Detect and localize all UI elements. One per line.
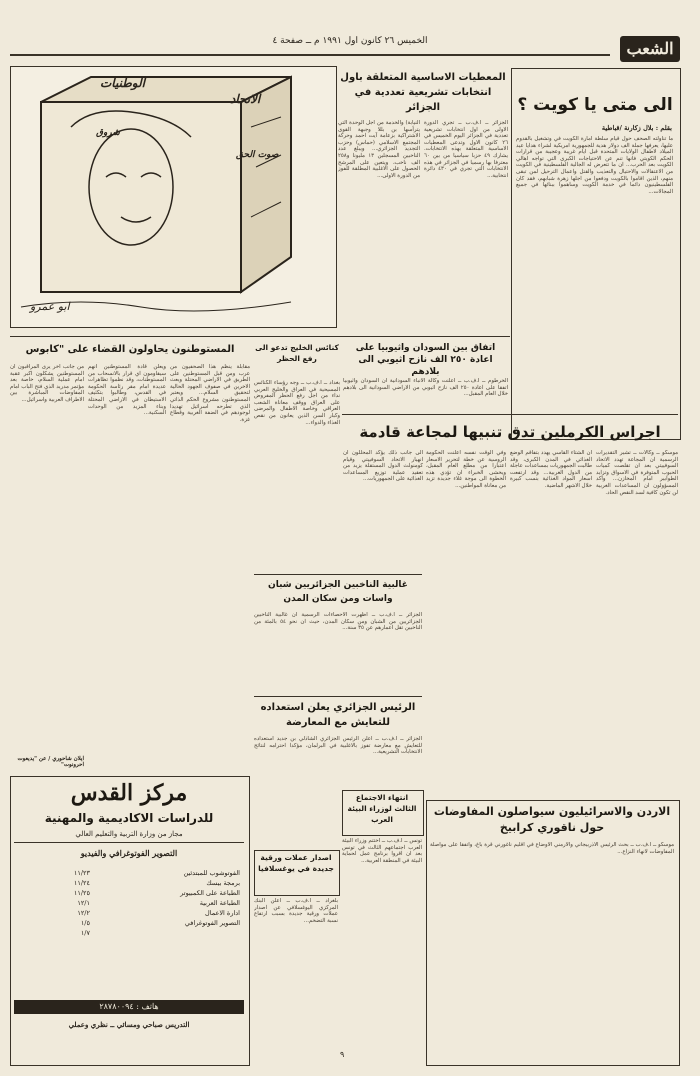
settlers-body-a: مقابلة ينظم هذا الصحفيون من عرب ومن قبل المستوطنين على الطريق في الاراضي المحتلة وبعث الاخرين في صفوف الجهود الحالية لتحقيق السلام... ويعتبر المستوطنون مشروع الحكم الذاتي الذي تطرحه اسرائيل تهديدا لوجودهم في الضفة الغربية وقطاع غزة. [170, 364, 250, 423]
page-number: ٩ [340, 1050, 345, 1059]
quds-course: برمجة بيسك [206, 879, 240, 887]
quds-course: الطباعة على الكمبيوتر [180, 889, 240, 897]
cartoon-signature: ابو عمرو [30, 300, 70, 313]
masthead-logo: الشعب [620, 36, 680, 62]
settlers-body-b: ويعلن قادة المستوطنين انهم سيقاومون اي قرار بالانسحاب من المستوطنات، وقد نظموا تظاهرات عديدة امام مقر رئاسة الحكومة في القدس، وطالبوا بتكثيف الاستيطان في الاراضي المحتلة وبناء المزيد من الوحدات السكنية... [88, 364, 166, 417]
quds-ad-title: مركز القدس [70, 780, 188, 806]
quds-date: ١١/٢٤ [73, 879, 90, 887]
cartoon-label-2: الاتحاد [230, 92, 261, 106]
cartoon-label-1: الوطنيات [100, 76, 145, 90]
quds-course: الفوتوشوب للمبتدئين [183, 869, 240, 877]
quds-ad-line-1: مجاز من وزارة التربية والتعليم العالي [75, 830, 183, 838]
settlers-signature: ايلان شاحوري / عن "يديعوت احرونوت" [17, 756, 84, 768]
gulf-body: بغداد ــ ا.ف.ب ــ وجه رؤساء الكنائس المسيحية في العراق والخليج العربي نداء من اجل رفع الحظر المفروض على العراق ووقف معاناة الشعب العراقي وخاصة الاطفال والمرضى وكبار السن الذين يعانون من نقص الغذاء والدواء... [254, 380, 340, 426]
kremlin-body-a: موسكو ــ وكالات ــ تشير التقديرات الرسمية ان المجاعة تهدد الاتحاد السوفييتي بعد ان تقلصت كميات الحبوب المتوفرة في الاسواق وتزايد الطوابير امام المخازن... واكد المسؤولون ان المساعدات الغربية لن تكون كافية لسد النقص الحاد. [596, 450, 678, 496]
settlers-title: المستوطنون يحاولون القضاء على "كابوس [25, 344, 235, 355]
settlers-body-c: من جانب آخر يرى المراقبون ان المستوطنين يشكلون اكبر عقبة امام عملية السلام، خاصة بعد مؤتمر مدريد الذي فتح الباب امام المفاوضات المباشرة بين الاطراف العربية واسرائيل... [10, 364, 84, 403]
currency-title: اصدار عملات ورقية جديدة في يوغسلافيا [258, 853, 334, 873]
quds-date: ١/٥ [80, 919, 90, 927]
quds-ad-footer: التدريس صباحي ومسائي ــ نظري وعملي [68, 1020, 190, 1029]
quds-date: ١٢/٢ [77, 909, 90, 917]
quds-date: ١١/٢٣ [73, 869, 90, 877]
talks-title: الاردن والاسرائيليون سيواصلون المفاوضات حول ناقوري كرابيخ [433, 805, 671, 834]
cartoon-label-4: صوت الحق [236, 150, 279, 160]
divider-2 [342, 414, 678, 415]
algeria-body-a: الجزائر ــ ا.ف.ب ــ تجري الدورة الاولى من اول انتخابات تشريعية تعددية في الجزائر اليوم الخميس في ٢٦ كانون الاول وتدعى المعطيات الاساسية المتعلقة بهذه الانتخابات. يشارك ٤٩ حزبا سياسيا من بين ٦٠ معترفا بها رسميا في الجزائر في هذه الانتخابات التي تجري في ٤٣٠ دائرة انتخابية... [424, 120, 508, 179]
algeria-title: المعطيات الاساسية المتعلقة باول انتخابات تشريعية تعددية في الجزائر [340, 72, 506, 113]
cartoon-box [10, 66, 337, 328]
currency-body: بلغراد ــ ا.ف.ب ــ اعلن البنك المركزي اليوغسلافي عن اصدار عملات ورقية جديدة بسبب ارتفاع نسبة التضخم... [254, 898, 338, 924]
gulf-title: كنائس الخليج تدعو الى رفع الحظر [255, 343, 339, 363]
divider-1 [10, 336, 510, 337]
cartoon-label-3: شروق [96, 128, 120, 138]
president-body: الجزائر ــ ا.ف.ب ــ اعلن الرئيس الجزائري الشاذلي بن جديد استعداده للتعايش مع معارضة تفوز بالاغلبية في البرلمان، مؤكدا احترامه لنتائج الانتخابات التشريعية... [254, 736, 422, 756]
quds-date: ١٢/١ [77, 899, 90, 907]
kuwait-title: الى متى يا كويت ؟ [517, 95, 673, 115]
quds-ad-rule [14, 842, 244, 843]
quds-ad-phone: هاتف : ٢٨٧٨٠٠٩٤ [14, 1000, 244, 1014]
algeria-body-b: النيابة) والخدمة من اجل الوحدة التي يترأسها بن بللا وجبهة القوى الاشتراكية بزعامة آيت احمد وحركة المجتمع الاسلامي (حماس) وحزب التجديد الجزائري... ويبلغ عدد الناخبين المسجلين ١٣ مليونا و٢٥٨ الف ناخب، ويتعين على المرشح الحصول على الاغلبية المطلقة للفوز من الدورة الاولى... [338, 120, 420, 179]
quds-ad-subtitle: للدراسات الاكاديمية والمهنية [44, 811, 214, 825]
quds-course-list [100, 868, 240, 928]
quds-course: الطباعة العربية [199, 899, 240, 907]
kremlin-title: اجراس الكرملين تدق تنبيها لمجاعة قادمة [359, 423, 661, 441]
quds-date: ١١/٢٥ [73, 889, 90, 897]
quds-date-list [20, 868, 90, 938]
header-rule [10, 54, 610, 56]
kremlin-body-d: الى جانب ذلك يؤكد المحللون ان انهيار الاتحاد السوفييتي وقيام كومنولث الدول المستقلة يزيد من تعقيد عملية توزيع المساعدات الغذائية على الجمهوريات... [343, 450, 423, 483]
voters-title: غالبية الناخبين الجزائريين شبان واسات ومن سكان المدن [268, 580, 408, 604]
quds-date: ١/٧ [80, 929, 90, 937]
divider-3 [254, 574, 422, 575]
page-header: الخميس ٢٦ كانون اول ١٩٩١ م ــ صفحة ٤ [272, 36, 428, 46]
president-title: الرئيس الجزائري يعلن استعداده للتعايش مع المعارضة [260, 702, 416, 728]
quds-course: التصوير الفوتوغرافي [184, 919, 240, 927]
talks-body: موسكو ــ ا.ف.ب ــ بحث الرئيس الاذربيجاني والارمني الاوضاع في اقليم ناغورني قرة باغ، واتفقا على مواصلة المفاوضات لانهاء النزاع... [430, 842, 674, 855]
divider-4 [254, 696, 422, 697]
sudan-body: الخرطوم ــ ا.ف.ب ــ اعلنت وكالة الانباء السودانية ان السودان واثيوبيا اتفقا على اعادة ٢٥٠ الف نازح اثيوبي من الاراضي السودانية الى بلادهم خلال العام المقبل... [343, 378, 508, 398]
kuwait-byline: بقلم : بلال زكارنة /قباطية [601, 124, 672, 132]
cartoon-illustration [11, 67, 336, 327]
voters-body: الجزائر ــ ا.ف.ب ــ اظهرت الاحصاءات الرسمية ان غالبية الناخبين الجزائريين من الشبان ومن سكان المدن، حيث ان نحو ٥٤ بالمئة من الناخبين تقل اعمارهم عن ٣٥ سنة... [254, 612, 422, 632]
quds-course: ادارة الاعمال [205, 909, 240, 917]
sudan-title: اتفاق بين السودان واثيوبيا على اعادة ٢٥٠ الف نازح اثيوبي الى بلادهم [355, 343, 496, 376]
arab-ministers-title: انتهاء الاجتماع الثالث لوزراء البيئة العرب [347, 793, 417, 824]
quds-ad-line-2: التصوير الفوتوغرافي والفيديو [80, 848, 178, 858]
kuwait-body: ما تناولته الصحف حول قيام سلطة امارة الكويت في وتشغيل بالقدوم عليها، يعرفها جملة الف دولار هدية للجمهورية امريكية لشراء هدايا عيد الميلاد لاطفال الولايات المتحدة قبل ايام غريبة وعجيبة من قرارات الحكم الكويتي فانها تنم عن الاحتياجات الكبرى التي تواجه اهالي الكويت بعد الحرب... ان ما تتعرض له الجالية الفلسطينية في الكويت من الاعتقالات والاحتيال والتعذيب والقتل واعمال الترحيل لمن تبقى منهم، الذين اقاموا بالكويت ودفعوا من اجلها زهرة شبابهم، فقد كان الفلسطينيون دائما في خدمة الكويت وساهموا ببنائها في جميع المجالات... [516, 136, 673, 195]
kremlin-body-b: ان الشتاء القاسي يهدد بتفاقم الوضع الغذائي في المدن الكبرى، وقد طالبت الجمهوريات بمساعدات عاجلة من الدول الغربية... وقد ارتفعت اسعار المواد الغذائية بنسب كبيرة خلال الاشهر الماضية. [510, 450, 592, 489]
arab-ministers-body: تونس ــ ا.ف.ب ــ اختتم وزراء البيئة العرب اجتماعهم الثالث في تونس بعد ان اقروا برنامج عمل لحماية البيئة في المنطقة العربية... [342, 838, 422, 864]
cartoon-box-side [241, 77, 291, 292]
kremlin-body-c: وفي الوقت نفسه اعلنت الحكومة الروسية عن خطة لتحرير الاسعار اعتبارا من مطلع العام المقبل، ويخشى الخبراء ان تؤدي هذه الخطوة الى موجة غلاء جديدة تزيد من معاناة المواطنين... [426, 450, 506, 489]
